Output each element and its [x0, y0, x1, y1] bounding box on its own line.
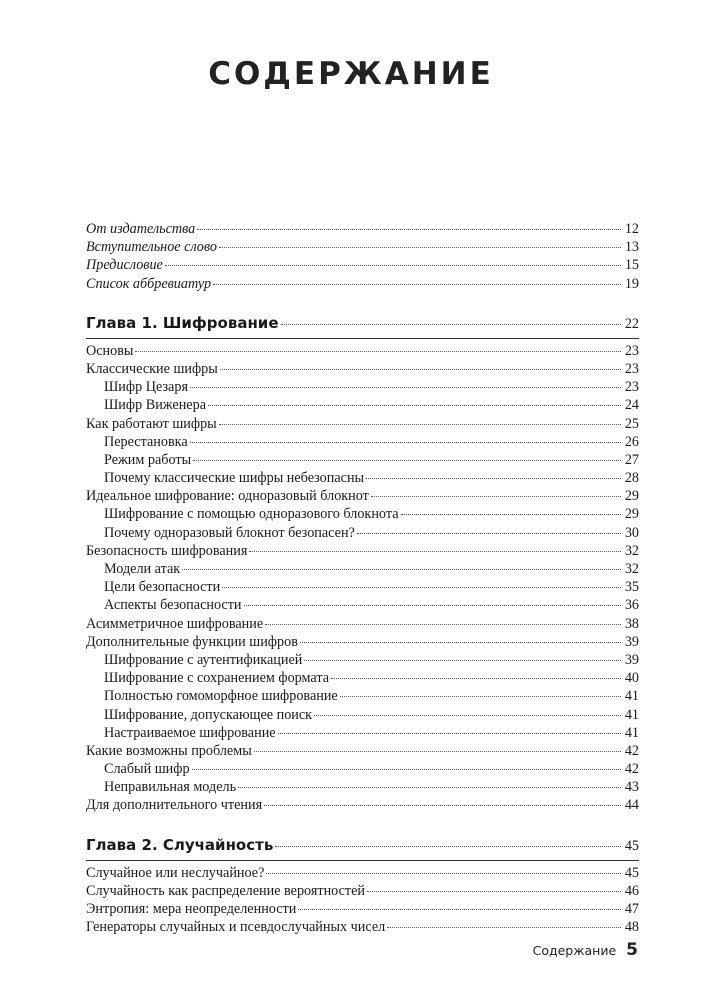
toc-entry-page: 23 [624, 342, 639, 359]
toc-entry-title: Энтропия: мера неопределенности [86, 901, 297, 917]
toc-entry-page: 43 [624, 779, 639, 796]
dot-leader [266, 873, 621, 874]
toc-entry-page: 41 [624, 706, 639, 723]
toc-entry-page: 12 [624, 221, 639, 237]
toc-entry-page: 32 [624, 561, 639, 577]
dot-leader [371, 496, 621, 497]
toc-section-entry[interactable] [86, 918, 639, 936]
toc-entry-title: Шифрование, допускающее поиск [104, 706, 313, 723]
dot-leader [367, 891, 621, 892]
running-footer-label: Содержание [532, 943, 617, 958]
toc-section-entry[interactable] [86, 342, 639, 360]
toc-section-entry[interactable] [86, 615, 639, 633]
toc-entry-title: Глава 2. Случайность [86, 835, 274, 854]
dot-leader [264, 805, 621, 806]
toc-entry-page: 32 [624, 542, 639, 559]
toc-entry-title: Почему одноразовый блокнот безопасен? [104, 524, 355, 541]
dot-leader [275, 846, 621, 847]
page-title: СОДЕРЖАНИЕ [208, 56, 494, 92]
table-of-contents [86, 220, 639, 936]
toc-entry-page: 24 [624, 397, 639, 414]
toc-entry-page: 40 [624, 670, 639, 687]
toc-entry-title: От издательства [86, 221, 196, 237]
toc-entry-title: Дополнительные функции шифров [86, 633, 298, 650]
toc-entry-title: Настраиваемое шифрование [104, 724, 276, 741]
dot-leader [219, 247, 621, 248]
dot-leader [190, 387, 621, 388]
toc-entry-title: Полностью гомоморфное шифрование [104, 688, 338, 705]
toc-entry-title: Случайность как распределение вероятностей [86, 882, 366, 899]
toc-subsection-entry[interactable] [86, 469, 639, 487]
toc-entry-page: 28 [624, 470, 639, 487]
toc-entry-title: Цели безопасности [104, 579, 221, 596]
toc-section-entry[interactable] [86, 415, 639, 433]
toc-entry-page: 35 [624, 579, 639, 596]
toc-entry-title: Почему классические шифры небезопасны [104, 470, 365, 487]
toc-entry-title: Модели атак [104, 561, 181, 577]
toc-entry-page: 22 [624, 315, 639, 332]
toc-entry-title: Шифр Виженера [104, 397, 206, 414]
toc-subsection-entry[interactable] [86, 706, 639, 724]
toc-chapter-heading[interactable] [86, 832, 639, 858]
toc-subsection-entry[interactable] [86, 378, 639, 396]
toc-section-entry[interactable] [86, 742, 639, 760]
toc-entry-page: 47 [624, 901, 639, 917]
toc-subsection-entry[interactable] [86, 687, 639, 705]
toc-entry-title: Аспекты безопасности [104, 597, 242, 614]
toc-entry-title: Шифр Цезаря [104, 379, 188, 396]
toc-front-matter-entry[interactable] [86, 256, 639, 274]
dot-leader [197, 229, 621, 230]
toc-entry-page: 27 [624, 451, 639, 468]
toc-entry-page: 30 [624, 524, 639, 541]
page-number: 5 [626, 940, 638, 960]
section-gap [86, 815, 639, 832]
toc-subsection-entry[interactable] [86, 396, 639, 414]
toc-section-entry[interactable] [86, 882, 639, 900]
dot-leader [244, 605, 622, 606]
dot-leader [220, 369, 621, 370]
toc-entry-title: Как работают шифры [86, 415, 217, 432]
dot-leader [254, 751, 621, 752]
toc-entry-title: Слабый шифр [104, 761, 190, 778]
toc-entry-page: 46 [624, 882, 639, 899]
toc-subsection-entry[interactable] [86, 724, 639, 742]
chapter-1-section [86, 310, 639, 815]
chapter-2-section [86, 832, 639, 937]
dot-leader [387, 927, 621, 928]
toc-subsection-entry[interactable] [86, 651, 639, 669]
toc-entry-page: 29 [624, 506, 639, 523]
toc-entry-page: 19 [624, 275, 639, 292]
chapter-rule [86, 338, 639, 339]
toc-subsection-entry[interactable] [86, 560, 639, 578]
toc-entry-page: 25 [624, 415, 639, 432]
toc-subsection-entry[interactable] [86, 451, 639, 469]
dot-leader [331, 678, 621, 679]
toc-entry-page: 29 [624, 488, 639, 505]
dot-leader [238, 787, 621, 788]
toc-section-entry[interactable] [86, 633, 639, 651]
dot-leader [190, 442, 621, 443]
toc-entry-page: 13 [624, 239, 639, 256]
toc-entry-title: Глава 1. Шифрование [86, 313, 279, 332]
dot-leader [249, 551, 621, 552]
toc-entry-title: Какие возможны проблемы [86, 742, 252, 759]
chapter-rule [86, 860, 639, 861]
page-footer [533, 940, 638, 960]
toc-entry-title: Безопасность шифрования [86, 542, 248, 559]
toc-entry-page: 41 [624, 688, 639, 705]
dot-leader [278, 733, 621, 734]
toc-entry-page: 42 [624, 742, 639, 759]
toc-chapter-heading[interactable] [86, 310, 639, 336]
toc-front-matter-entry[interactable] [86, 275, 639, 293]
dot-leader [357, 533, 621, 534]
toc-entry-page: 23 [624, 379, 639, 396]
toc-entry-title: Шифрование с аутентификацией [104, 651, 303, 668]
toc-entry-page: 48 [624, 919, 639, 936]
toc-entry-title: Генераторы случайных и псевдослучайных чисел [86, 919, 386, 936]
toc-entry-page: 23 [624, 360, 639, 377]
toc-subsection-entry[interactable] [86, 596, 639, 614]
front-matter-section [86, 220, 639, 293]
dot-leader [165, 265, 621, 266]
toc-entry-page: 42 [624, 761, 639, 778]
toc-subsection-entry[interactable] [86, 505, 639, 523]
toc-section-entry[interactable] [86, 487, 639, 505]
toc-entry-title: Классические шифры [86, 360, 218, 377]
dot-leader [281, 324, 622, 325]
toc-subsection-entry[interactable] [86, 433, 639, 451]
toc-section-entry[interactable] [86, 796, 639, 814]
toc-entry-title: Неправильная модель [104, 779, 237, 796]
dot-leader [213, 284, 621, 285]
toc-entry-title: Идеальное шифрование: одноразовый блокнот [86, 488, 369, 505]
toc-entry-title: Шифрование с помощью одноразового блокнота [104, 506, 399, 523]
dot-leader [366, 478, 621, 479]
toc-section-entry[interactable] [86, 864, 639, 882]
toc-subsection-entry[interactable] [86, 524, 639, 542]
toc-entry-title: Перестановка [104, 433, 188, 450]
toc-entry-page: 45 [624, 837, 639, 854]
toc-entry-page: 44 [624, 797, 639, 814]
dot-leader [265, 624, 621, 625]
toc-entry-title: Шифрование с сохранением формата [104, 670, 330, 687]
dot-leader [208, 405, 621, 406]
toc-entry-title: Случайное или неслучайное? [86, 864, 265, 881]
toc-entry-page: 26 [624, 433, 639, 450]
toc-entry-title: Основы [86, 342, 134, 359]
dot-leader [182, 569, 621, 570]
dot-leader [135, 351, 621, 352]
toc-entry-title: Для дополнительного чтения [86, 797, 263, 814]
toc-subsection-entry[interactable] [86, 578, 639, 596]
dot-leader [300, 642, 621, 643]
toc-subsection-entry[interactable] [86, 669, 639, 687]
toc-subsection-entry[interactable] [86, 778, 639, 796]
toc-subsection-entry[interactable] [86, 760, 639, 778]
toc-entry-title: Предисловие [86, 257, 163, 274]
toc-entry-title: Вступительное слово [86, 239, 217, 256]
dot-leader [340, 696, 621, 697]
toc-front-matter-entry[interactable] [86, 238, 639, 256]
toc-entry-page: 15 [624, 257, 639, 274]
dot-leader [298, 909, 621, 910]
toc-section-entry[interactable] [86, 360, 639, 378]
dot-leader [222, 587, 621, 588]
toc-entry-page: 39 [624, 633, 639, 650]
toc-front-matter-entry[interactable] [86, 220, 639, 238]
toc-entry-page: 36 [624, 597, 639, 614]
dot-leader [314, 715, 621, 716]
dot-leader [219, 424, 621, 425]
toc-entry-page: 38 [624, 615, 639, 632]
toc-entry-title: Режим работы [104, 451, 192, 468]
toc-entry-title: Список аббревиатур [86, 275, 212, 292]
toc-entry-page: 39 [624, 651, 639, 668]
dot-leader [192, 769, 621, 770]
dot-leader [304, 660, 621, 661]
dot-leader [401, 514, 622, 515]
section-gap [86, 293, 639, 310]
toc-entry-page: 45 [624, 864, 639, 881]
toc-section-entry[interactable] [86, 900, 639, 918]
toc-entry-title: Асимметричное шифрование [86, 615, 264, 632]
toc-section-entry[interactable] [86, 542, 639, 560]
toc-entry-page: 41 [624, 724, 639, 741]
dot-leader [193, 460, 621, 461]
